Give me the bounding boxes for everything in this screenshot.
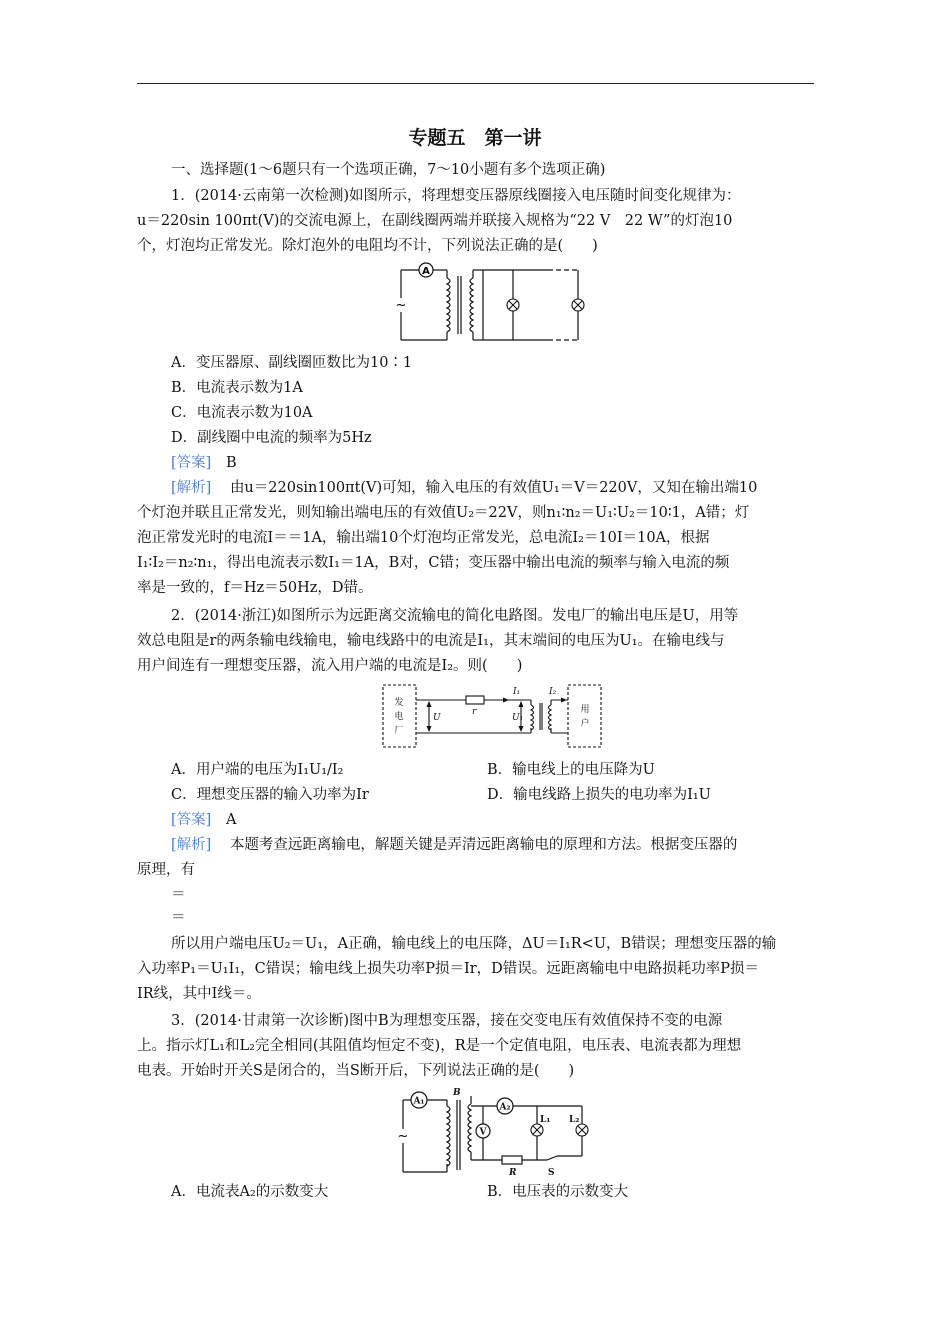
q1-analysis-line-3: 泡正常发光时的电流I＝＝1A，输出端10个灯泡均正常发光，总电流I₂＝10I＝10A，根据 (137, 530, 710, 546)
q2-circuit-figure (381, 683, 603, 751)
q1-circuit-figure (393, 262, 593, 346)
q2-analysis-line-2: 原理，有 (137, 862, 195, 878)
q3-option-a: A．电流表A₂的示数变大 (171, 1184, 329, 1200)
lamp-icon (576, 1124, 588, 1136)
q2-analysis-eq-1: ＝ (171, 887, 186, 903)
q3-stem-2: 上。指示灯L₁和L₂完全相同(其阻值均恒定不变)，R是一个定值电阻，电压表、电流表都为理想 (137, 1038, 742, 1054)
svg-text:厂: 厂 (394, 726, 404, 736)
q2-analysis-line-5: 所以用户端电压U₂＝U₁，A正确，输电线上的电压降，ΔU＝I₁R<U，B错误；理想变压器的输 (171, 936, 777, 952)
svg-text:用: 用 (580, 705, 590, 715)
q1-option-c: C．电流表示数为10A (171, 405, 313, 421)
q1-option-b: B．电流表示数为1A (171, 380, 303, 396)
q2-analysis-line-7: IR线，其中I线＝。 (137, 986, 261, 1002)
q3-stem-1: 3．(2014·甘肃第一次诊断)图中B为理想变压器，接在交变电压有效值保持不变的电源 (171, 1013, 723, 1029)
header-rule (137, 83, 814, 84)
q2-option-b: B．输电线上的电压降为U (487, 762, 655, 778)
q2-analysis-line-1: [解析] 本题考查远距离输电，解题关键是弄清远距离输电的原理和方法。根据变压器的 (171, 837, 738, 853)
svg-text:V: V (479, 1127, 487, 1138)
svg-text:I₁: I₁ (513, 687, 521, 697)
svg-text:L₂: L₂ (569, 1115, 580, 1125)
q2-answer-line (171, 810, 236, 830)
q2-analysis-line-6: 入功率P₁＝U₁I₁，C错误；输电线上损失功率P损＝Ir，D错误。远距离输电中电路损耗功率P损＝ (137, 961, 760, 977)
q3-stem-3: 电表。开始时开关S是闭合的，当S断开后，下列说法正确的是( ) (137, 1063, 575, 1079)
q2-stem-3: 用户间连有一理想变压器，流入用户端的电流是I₂。则( ) (137, 658, 523, 674)
q3-circuit-figure (397, 1086, 592, 1178)
q1-stem-1: 1．(2014·云南第一次检测)如图所示，将理想变压器原线圈接入电压随时间变化规律为： (171, 188, 741, 204)
svg-text:R: R (509, 1168, 517, 1178)
svg-text:U: U (433, 713, 441, 723)
svg-text:发: 发 (394, 698, 404, 708)
q2-answer-tag: [答案] (171, 812, 212, 828)
q1-stem-3: 个，灯泡均正常发光。除灯泡外的电阻均不计，下列说法正确的是( ) (137, 238, 598, 254)
q1-analysis-tag: [解析] (171, 480, 212, 496)
svg-text:U₁: U₁ (512, 713, 524, 723)
q2-answer: A (225, 812, 237, 828)
q1-analysis-line-5: 率是一致的，f＝Hz＝50Hz，D错。 (137, 580, 373, 596)
q1-analysis-line-1: [解析] 由u＝220sin100πt(V)可知，输入电压的有效值U₁＝V＝220V，又知在输出端10 (171, 480, 758, 496)
q1-answer-line (171, 453, 237, 473)
q2-option-d: D．输电线路上损失的电功率为I₁U (487, 787, 711, 803)
svg-text:电: 电 (394, 712, 404, 722)
q1-option-a: A．变压器原、副线圈匝数比为10∶1 (171, 355, 413, 371)
ac-source-icon: ~ (395, 298, 407, 313)
svg-text:I₂: I₂ (549, 687, 557, 697)
svg-text:L₁: L₁ (540, 1115, 551, 1125)
q1-stem-2: u＝220sin 100πt(V)的交流电源上，在副线圈两端并联接入规格为“22 V 22 W”的灯泡10 (137, 213, 733, 229)
q2-option-a: A．用户端的电压为I₁U₁/I₂ (171, 762, 344, 778)
lamp-icon (507, 299, 519, 311)
q2-stem-2: 效总电阻是r的两条输电线输电，输电线路中的电流是I₁，其末端间的电压为U₁。在输电线与 (137, 633, 725, 649)
q1-ammeter-label: A (422, 266, 430, 277)
lamp-icon (572, 299, 584, 311)
section-heading: 一、选择题(1～6题只有一个选项正确，7～10小题有多个选项正确) (171, 162, 606, 178)
svg-text:户: 户 (580, 719, 590, 729)
q1-analysis-line-2: 个灯泡并联且正常发光，则知输出端电压的有效值U₂＝22V，则n₁∶n₂＝U₁∶U₂＝10∶1，A错；灯 (137, 505, 750, 521)
ac-source-icon: ~ (397, 1129, 409, 1144)
q1-option-d: D．副线圈中电流的频率为5Hz (171, 430, 372, 446)
svg-text:r: r (472, 707, 477, 717)
svg-text:B: B (453, 1088, 461, 1098)
q1-analysis-line-4: I₁∶I₂＝n₂∶n₁，得出电流表示数I₁＝1A，B对，C错；变压器中输出电流的频率与输入电流的频 (137, 555, 730, 571)
svg-text:A₂: A₂ (499, 1102, 511, 1113)
q2-analysis-tag: [解析] (171, 837, 212, 853)
page-title: 专题五 第一讲 (408, 127, 542, 149)
q1-answer-tag: [答案] (171, 455, 212, 471)
q2-option-c: C．理想变压器的输入功率为Ir (171, 787, 369, 803)
svg-text:S: S (548, 1168, 555, 1178)
lamp-icon (531, 1124, 543, 1136)
q2-analysis-eq-2: ＝ (171, 910, 186, 926)
q3-option-b: B．电压表的示数变大 (487, 1184, 629, 1200)
svg-text:A₁: A₁ (413, 1096, 425, 1107)
q1-answer: B (225, 455, 237, 471)
q2-stem-1: 2．(2014·浙江)如图所示为远距离交流输电的简化电路图。发电厂的输出电压是U，用等 (171, 608, 739, 624)
